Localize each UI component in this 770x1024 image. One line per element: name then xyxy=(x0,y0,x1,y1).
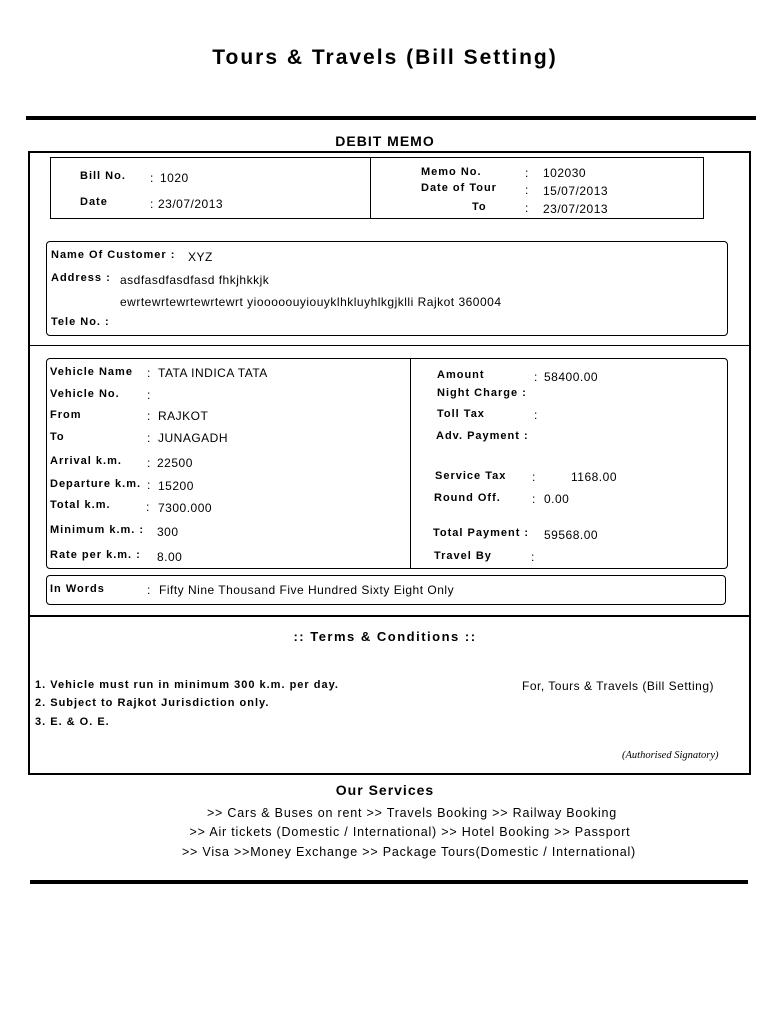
bill-no-colon: : xyxy=(150,171,154,185)
date-of-tour-colon: : xyxy=(525,183,529,197)
bill-no-label: Bill No. xyxy=(80,170,126,182)
service-tax-label: Service Tax xyxy=(435,470,507,482)
from-colon: : xyxy=(147,409,151,423)
total-payment-label: Total Payment : xyxy=(433,527,530,539)
services-line-3: >> Visa >>Money Exchange >> Package Tours(Domestic / International) xyxy=(181,845,637,859)
vehicle-name-value: TATA INDICA TATA xyxy=(158,366,268,380)
bill-no-value: 1020 xyxy=(160,171,189,185)
amount-label: Amount xyxy=(437,369,485,381)
round-off-value: 0.00 xyxy=(544,492,570,506)
section-divider xyxy=(28,345,751,346)
rate-per-km-label: Rate per k.m. : xyxy=(50,549,141,561)
to-value: JUNAGADH xyxy=(158,431,229,445)
adv-payment-label: Adv. Payment : xyxy=(436,430,529,442)
total-km-colon: : xyxy=(146,500,150,514)
authorised-signatory: (Authorised Signatory) xyxy=(622,750,719,761)
vehicle-divider xyxy=(410,358,411,569)
to-date-value: 23/07/2013 xyxy=(543,202,609,216)
arrival-km-label: Arrival k.m. xyxy=(50,455,122,467)
round-off-label: Round Off. xyxy=(434,492,501,504)
memo-no-value: 102030 xyxy=(543,166,587,180)
arrival-km-value: 22500 xyxy=(157,456,193,470)
vehicle-name-colon: : xyxy=(147,366,151,380)
minimum-km-label: Minimum k.m. : xyxy=(50,524,145,536)
page-title: Tours & Travels (Bill Setting) xyxy=(212,46,558,69)
in-words-label: In Words xyxy=(50,583,105,595)
toll-tax-colon: : xyxy=(534,408,538,422)
memo-no-label: Memo No. xyxy=(421,166,482,178)
to-colon: : xyxy=(147,431,151,445)
service-tax-colon: : xyxy=(532,470,536,484)
date-colon: : xyxy=(150,197,154,211)
services-line-2: >> Air tickets (Domestic / International) >> Hotel Booking >> Passport xyxy=(189,825,631,839)
service-tax-value: 1168.00 xyxy=(571,470,617,484)
minimum-km-value: 300 xyxy=(157,525,179,539)
footer-divider xyxy=(30,880,748,884)
memo-heading: DEBIT MEMO xyxy=(335,133,435,149)
date-of-tour-label: Date of Tour xyxy=(421,182,497,194)
from-value: RAJKOT xyxy=(158,409,209,423)
for-company: For, Tours & Travels (Bill Setting) xyxy=(522,679,715,693)
terms-divider xyxy=(28,615,751,617)
vehicle-no-label: Vehicle No. xyxy=(50,388,120,400)
departure-km-colon: : xyxy=(147,478,151,492)
departure-km-value: 15200 xyxy=(158,479,194,493)
memo-no-colon: : xyxy=(525,166,529,180)
total-km-label: Total k.m. xyxy=(50,499,111,511)
customer-name-label: Name Of Customer : xyxy=(51,249,176,261)
in-words-value: Fifty Nine Thousand Five Hundred Sixty Eight Only xyxy=(159,583,455,597)
toll-tax-label: Toll Tax xyxy=(437,408,485,420)
amount-colon: : xyxy=(534,370,538,384)
total-payment-value: 59568.00 xyxy=(544,528,599,542)
term-item-2: 2. Subject to Rajkot Jurisdiction only. xyxy=(35,697,270,709)
services-heading: Our Services xyxy=(335,782,435,798)
vehicle-no-colon: : xyxy=(147,388,151,402)
address-label: Address : xyxy=(51,272,111,284)
terms-heading: :: Terms & Conditions :: xyxy=(293,629,477,644)
customer-name-value: XYZ xyxy=(188,250,213,264)
tele-label: Tele No. : xyxy=(51,316,110,328)
from-label: From xyxy=(50,409,82,421)
term-item-3: 3. E. & O. E. xyxy=(35,716,110,728)
services-line-1: >> Cars & Buses on rent >> Travels Booking >> Railway Booking xyxy=(206,806,618,820)
round-off-colon: : xyxy=(532,492,536,506)
in-words-colon: : xyxy=(147,583,151,597)
travel-by-label: Travel By xyxy=(434,550,492,562)
departure-km-label: Departure k.m. xyxy=(50,478,142,490)
arrival-km-colon: : xyxy=(147,456,151,470)
rate-per-km-value: 8.00 xyxy=(157,550,183,564)
night-charge-label: Night Charge : xyxy=(437,387,527,399)
date-label: Date xyxy=(80,196,108,208)
header-divider xyxy=(26,116,756,120)
amount-value: 58400.00 xyxy=(544,370,599,384)
total-km-value: 7300.000 xyxy=(158,501,213,515)
to-date-colon: : xyxy=(525,201,529,215)
term-item-1: 1. Vehicle must run in minimum 300 k.m. per day. xyxy=(35,679,339,691)
bill-info-divider xyxy=(370,157,371,219)
date-value: 23/07/2013 xyxy=(158,197,224,211)
travel-by-colon: : xyxy=(531,550,535,564)
to-label: To xyxy=(50,431,65,443)
to-date-label: To xyxy=(472,201,487,213)
date-of-tour-value: 15/07/2013 xyxy=(543,184,609,198)
address-line-2: ewrtewrtewrtewrtewrt yiooooouyiouyklhkluyhlkgjklli Rajkot 360004 xyxy=(120,295,502,309)
address-line-1: asdfasdfasdfasd fhkjhkkjk xyxy=(120,273,270,287)
vehicle-name-label: Vehicle Name xyxy=(50,366,133,378)
